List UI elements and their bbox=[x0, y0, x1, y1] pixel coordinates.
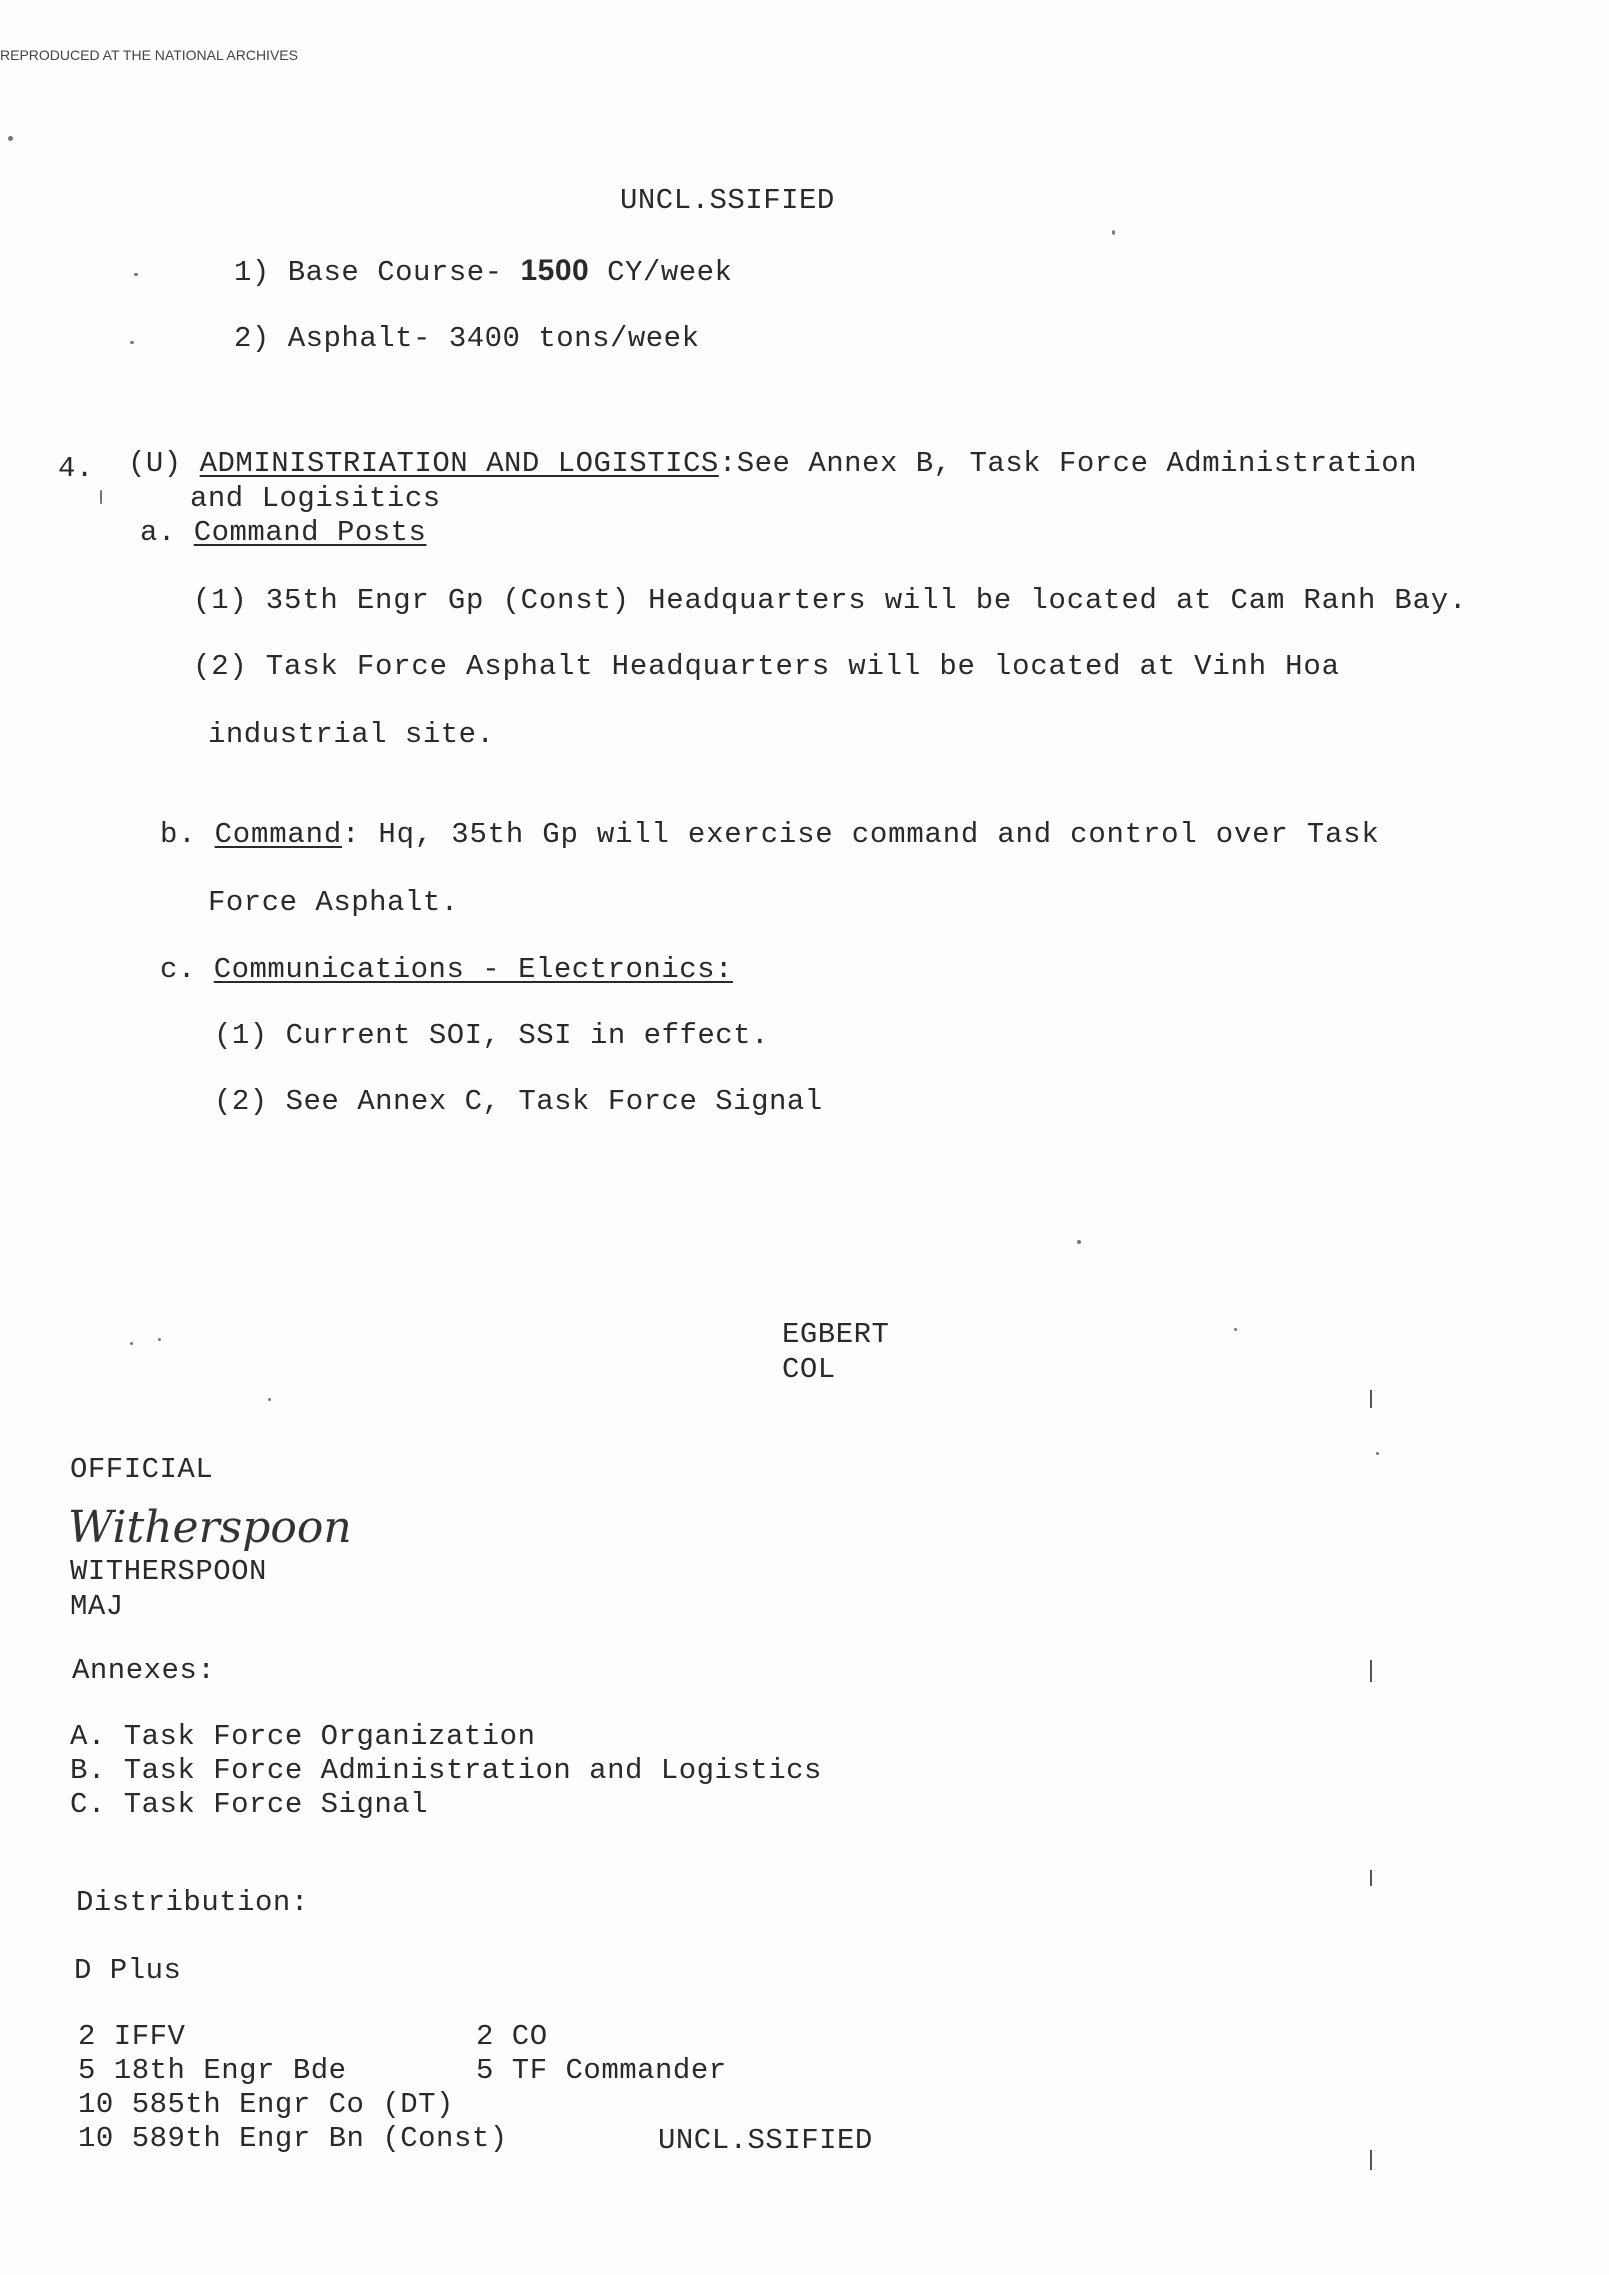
signer-rank: COL bbox=[782, 1353, 836, 1386]
para-b-heading bbox=[160, 818, 1380, 852]
rate-1-amount: 1500 bbox=[520, 254, 590, 287]
scan-speck bbox=[1112, 230, 1115, 235]
archive-stamp: REPRODUCED AT THE NATIONAL ARCHIVES bbox=[0, 47, 298, 63]
scan-speck bbox=[134, 273, 138, 276]
distribution-left-item: 10 589th Engr Bn (Const) bbox=[78, 2122, 508, 2155]
scan-edge-mark bbox=[1370, 1660, 1372, 1682]
scan-edge-mark bbox=[1370, 2150, 1372, 2170]
section-4-prefix: (U) bbox=[128, 447, 200, 480]
annex-item: C. Task Force Signal bbox=[70, 1788, 429, 1821]
scan-speck bbox=[8, 136, 13, 141]
para-b-label: b. bbox=[160, 818, 197, 851]
para-c-title: Communications - Electronics: bbox=[213, 953, 733, 986]
section-4-number: 4. bbox=[58, 452, 94, 485]
official-name: WITHERSPOON bbox=[70, 1555, 267, 1588]
para-b-title: Command bbox=[214, 818, 343, 851]
section-4-heading bbox=[128, 447, 1417, 481]
header-classification: UNCL.SSIFIED bbox=[620, 184, 835, 217]
para-a-heading bbox=[140, 516, 426, 550]
rate-base-course bbox=[234, 254, 732, 290]
rate-asphalt bbox=[234, 322, 699, 356]
section-4-annex-ref: :See Annex B, Task Force Administration bbox=[718, 447, 1418, 480]
para-c-item-2: (2) See Annex C, Task Force Signal bbox=[214, 1085, 823, 1118]
rate-1-number: 1) bbox=[234, 256, 270, 289]
distribution-right-item: 2 CO bbox=[476, 2020, 548, 2053]
rate-1-text: Base Course- bbox=[287, 256, 521, 289]
official-label: OFFICIAL bbox=[70, 1453, 214, 1486]
footer-classification: UNCL.SSIFIED bbox=[658, 2124, 873, 2157]
scan-speck bbox=[130, 341, 134, 344]
section-4-line2: and Logisitics bbox=[190, 482, 441, 515]
para-c-item-1: (1) Current SOI, SSI in effect. bbox=[214, 1019, 769, 1052]
official-rank: MAJ bbox=[70, 1590, 124, 1623]
para-a-item-2-line1: (2) Task Force Asphalt Headquarters will be located at Vinh Hoa bbox=[193, 650, 1340, 683]
para-b-line2: Force Asphalt. bbox=[208, 886, 459, 919]
para-a-title: Command Posts bbox=[193, 516, 427, 549]
para-c-heading bbox=[160, 953, 733, 987]
scan-speck bbox=[130, 1342, 133, 1345]
scan-edge-mark bbox=[1370, 1870, 1372, 1886]
annex-item: A. Task Force Organization bbox=[70, 1720, 536, 1753]
rate-2-number: 2) bbox=[234, 322, 270, 355]
annex-item: B. Task Force Administration and Logistics bbox=[70, 1754, 822, 1787]
scan-speck bbox=[268, 1398, 271, 1401]
scan-speck bbox=[158, 1338, 161, 1341]
distribution-left-item: 10 585th Engr Co (DT) bbox=[78, 2088, 454, 2121]
section-4-title: ADMINISTRIATION AND LOGISTICS bbox=[199, 447, 719, 480]
distribution-right-item: 5 TF Commander bbox=[476, 2054, 727, 2087]
distribution-label: Distribution: bbox=[76, 1886, 309, 1919]
scan-speck bbox=[100, 490, 102, 504]
scan-speck bbox=[1234, 1328, 1237, 1331]
scan-speck bbox=[1077, 1240, 1081, 1244]
distribution-left-item: 2 IFFV bbox=[78, 2020, 186, 2053]
distribution-left-item: 5 18th Engr Bde bbox=[78, 2054, 347, 2087]
rate-2-text: Asphalt- 3400 tons/week bbox=[287, 322, 700, 355]
para-a-label: a. bbox=[140, 516, 176, 549]
para-a-item-2-line2: industrial site. bbox=[208, 718, 495, 751]
distribution-group: D Plus bbox=[74, 1954, 182, 1987]
scan-speck bbox=[1376, 1452, 1379, 1455]
signer-name: EGBERT bbox=[782, 1318, 890, 1351]
handwritten-signature: Witherspoon bbox=[68, 1502, 352, 1553]
para-c-label: c. bbox=[160, 953, 196, 986]
para-b-text: : Hq, 35th Gp will exercise command and control over Task bbox=[342, 818, 1380, 851]
scan-edge-mark bbox=[1370, 1390, 1372, 1408]
rate-1-unit: CY/week bbox=[589, 256, 733, 289]
para-a-item-1: (1) 35th Engr Gp (Const) Headquarters will be located at Cam Ranh Bay. bbox=[193, 584, 1468, 617]
annexes-label: Annexes: bbox=[72, 1654, 216, 1687]
